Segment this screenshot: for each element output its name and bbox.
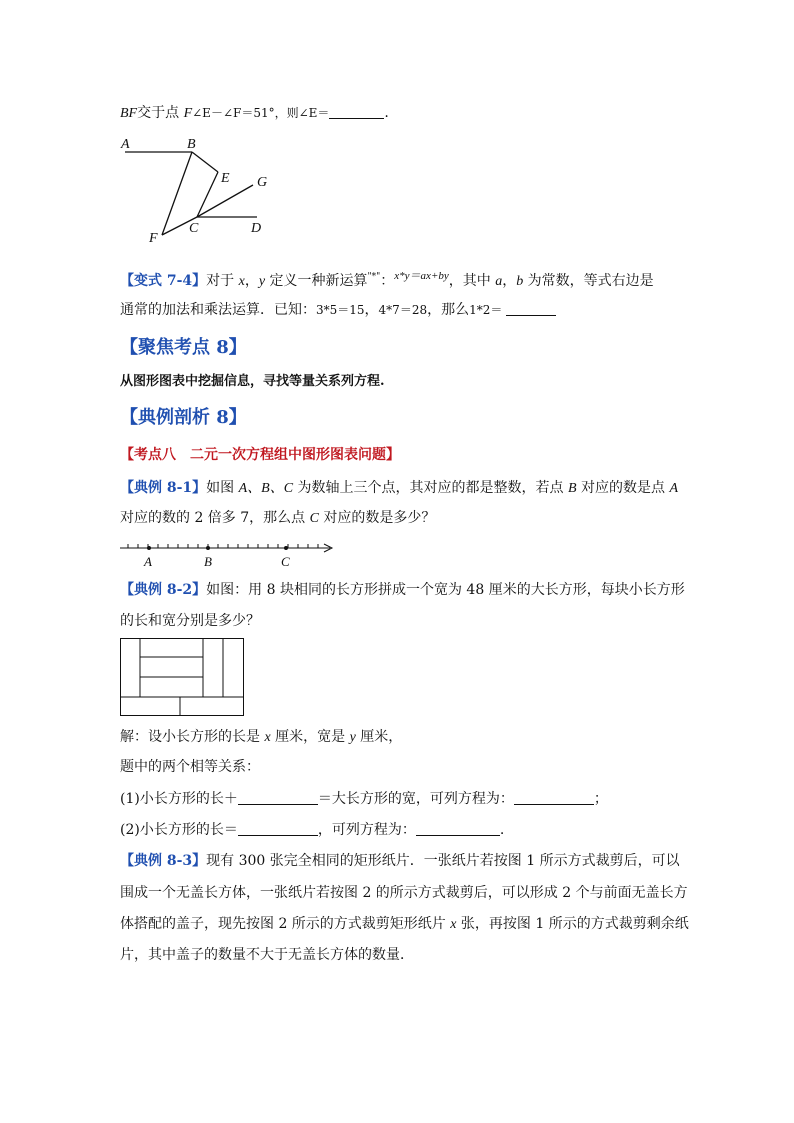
example-8-3-line1: 【典例 8-3】现有 300 张完全相同的矩形纸片．一张纸片若按图 1 所示方式裁剪后，可以 [120, 853, 680, 869]
solution-line3: (1)小长方形的长＋ ＝大长方形的宽，可列方程为： ； [120, 791, 608, 807]
label-c: C [189, 221, 199, 236]
answer-blank[interactable] [238, 790, 318, 805]
operation-formula: x*y＝ax+by [394, 270, 449, 282]
segment-bf: BF [120, 106, 138, 121]
section-description: 从图形图表中挖掘信息，寻找等量关系列方程. [120, 374, 385, 389]
example-8-1-line1: 【典例 8-1】如图 A、B、C 为数轴上三个点，其对应的都是整数，若点 B 对应的数是点 A [120, 480, 679, 496]
target-formula: 1*2＝ [469, 303, 503, 317]
example-tag: 【典例 8-3】 [120, 853, 207, 869]
answer-blank[interactable] [238, 821, 318, 836]
line-cg [197, 185, 253, 217]
angle-formula: ∠E－∠F＝51° [192, 106, 275, 120]
axis-label-b: B [204, 554, 212, 569]
solution-line2: 题中的两个相等关系： [120, 759, 260, 775]
topic-title: 【考点八 二元一次方程组中图形图表问题】 [120, 447, 400, 463]
label-d: D [251, 221, 262, 236]
given-formula-2: 4*7＝28 [378, 303, 428, 317]
section-heading-examples: 【典例剖析 8】 [120, 407, 247, 428]
solution-line4: (2)小长方形的长＝ ，可列方程为： . [120, 822, 505, 838]
question-line-bf: BF交于点 F∠E－∠F＝51°，则∠E＝ . [120, 105, 389, 121]
example-8-2-line1: 【典例 8-2】如图：用 8 块相同的长方形拼成一个宽为 48 厘米的大长方形，每块小长方形 [120, 582, 685, 598]
example-8-3-line4: 片，其中盖子的数量不大于无盖长方体的数量． [120, 947, 414, 963]
axis-label-a: A [144, 554, 152, 569]
number-line-figure [118, 538, 343, 572]
section-heading-focus: 【聚焦考点 8】 [120, 337, 247, 358]
answer-blank[interactable] [416, 821, 500, 836]
example-8-3-line2: 围成一个无盖长方体，一张纸片若按图 2 的所示方式裁剪后，可以形成 2 个与前面无盖长方 [120, 885, 688, 901]
example-tag: 【典例 8-1】 [120, 480, 207, 496]
example-8-3-line3: 体搭配的盖子，现先按图 2 所示的方式裁剪矩形纸片 x 张，再按图 1 所示的方式裁剪剩余纸 [120, 916, 689, 932]
label-a: A [121, 137, 130, 152]
line-be [192, 152, 218, 172]
label-f: F [149, 231, 158, 246]
line-ec [197, 172, 218, 217]
axis-label-c: C [281, 554, 290, 569]
variant-7-4-line1: 【变式 7-4】对于 x，y 定义一种新运算"*"：$^{x*y=ax+by}$，其中 a，b 为常数，等式右边是 [120, 270, 654, 289]
answer-blank[interactable] [506, 301, 556, 316]
answer-blank[interactable] [329, 104, 384, 119]
point-b [206, 546, 210, 550]
answer-blank[interactable] [514, 790, 594, 805]
example-8-1-line2: 对应的数的 2 倍多 7，那么点 C 对应的数是多少？ [120, 510, 436, 526]
solution-line1: 解：设小长方形的长是 x 厘米，宽是 y 厘米， [120, 729, 403, 745]
geometry-figure [115, 130, 285, 250]
given-formula-1: 3*5＝15 [316, 303, 365, 317]
example-tag: 【典例 8-2】 [120, 582, 207, 598]
rectangles-figure [120, 638, 246, 718]
variant-tag: 【变式 7-4】 [120, 273, 207, 289]
label-b: B [187, 137, 196, 152]
label-g: G [257, 175, 268, 190]
variant-7-4-line2: 通常的加法和乘法运算．已知：3*5＝15，4*7＝28，那么1*2＝ [120, 300, 556, 320]
point-a [147, 546, 151, 550]
label-e: E [221, 171, 230, 186]
point-c [284, 546, 288, 550]
example-8-2-line2: 的长和宽分别是多少？ [120, 613, 260, 629]
